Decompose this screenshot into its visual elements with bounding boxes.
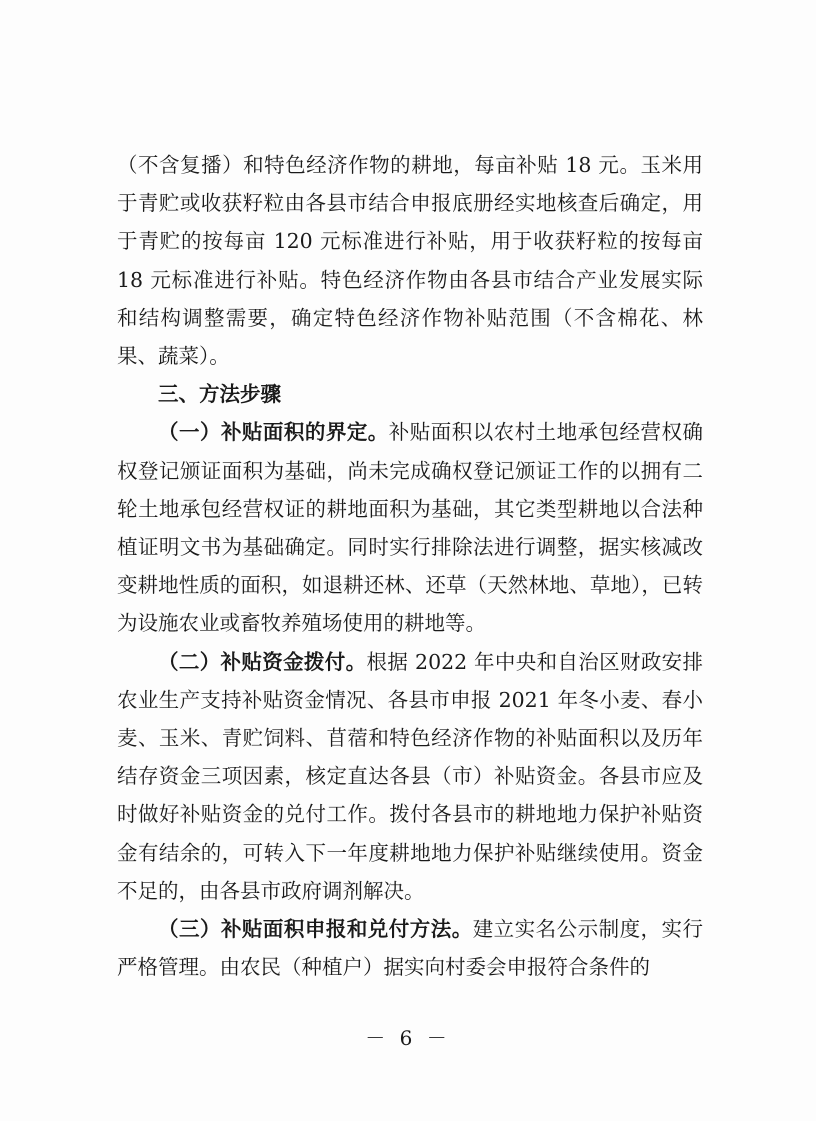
document-body <box>117 146 703 986</box>
paragraph-item-3 <box>117 910 703 986</box>
page-number: － 6 － <box>365 1026 451 1050</box>
item-2-lead: （二）补贴资金拨付。 <box>158 649 367 674</box>
paragraph-item-1 <box>117 413 703 642</box>
item-1-body: 补贴面积以农村土地承包经营权确权登记颁证面积为基础，尚未完成确权登记颁证工作的以拥有二轮土地承包经营权证的耕地面积为基础，其它类型耕地以合法种植证明文书为基础确定。同时实行排除法进行调整，据实核减改变耕地性质的面积，如退耕还林、还草（天然林地、草地），已转为设施农业或畜牧养殖场使用的耕地等。 <box>117 420 704 636</box>
item-3-body: 建立实名公示制度，实行严格管理。由农民（种植户）据实向村委会申报符合条件的 <box>117 917 704 980</box>
item-3-lead: （三）补贴面积申报和兑付方法。 <box>158 917 473 942</box>
item-1-lead: （一）补贴面积的界定。 <box>158 420 389 445</box>
section-heading: 三、方法步骤 <box>158 382 281 407</box>
paragraph-item-2 <box>117 643 703 910</box>
item-2-body: 根据 2022 年中央和自治区财政安排农业生产支持补贴资金情况、各县市申报 2021 年冬小麦、春小麦、玉米、青贮饲料、苜蓿和特色经济作物的补贴面积以及历年结存资金三项因素，核定直达各县（市）补贴资金。各县市应及时做好补贴资金的兑付工作。拨付各县市的耕地地力保护补贴资金有结余的，可转入下一年度耕地地力保护补贴继续使用。资金不足的，由各县市政府调剂解决。 <box>117 649 704 903</box>
paragraph-continuation: （不含复播）和特色经济作物的耕地，每亩补贴 18 元。玉米用于青贮或收获籽粒由各县市结合申报底册经实地核查后确定，用于青贮的按每亩 120 元标准进行补贴，用于收获籽粒的按每亩 18 元标准进行补贴。特色经济作物由各县市结合产业发展实际和结构调整需要，确定特色经济作物补贴范围（不含棉花、林果、蔬菜）。 <box>117 153 703 369</box>
